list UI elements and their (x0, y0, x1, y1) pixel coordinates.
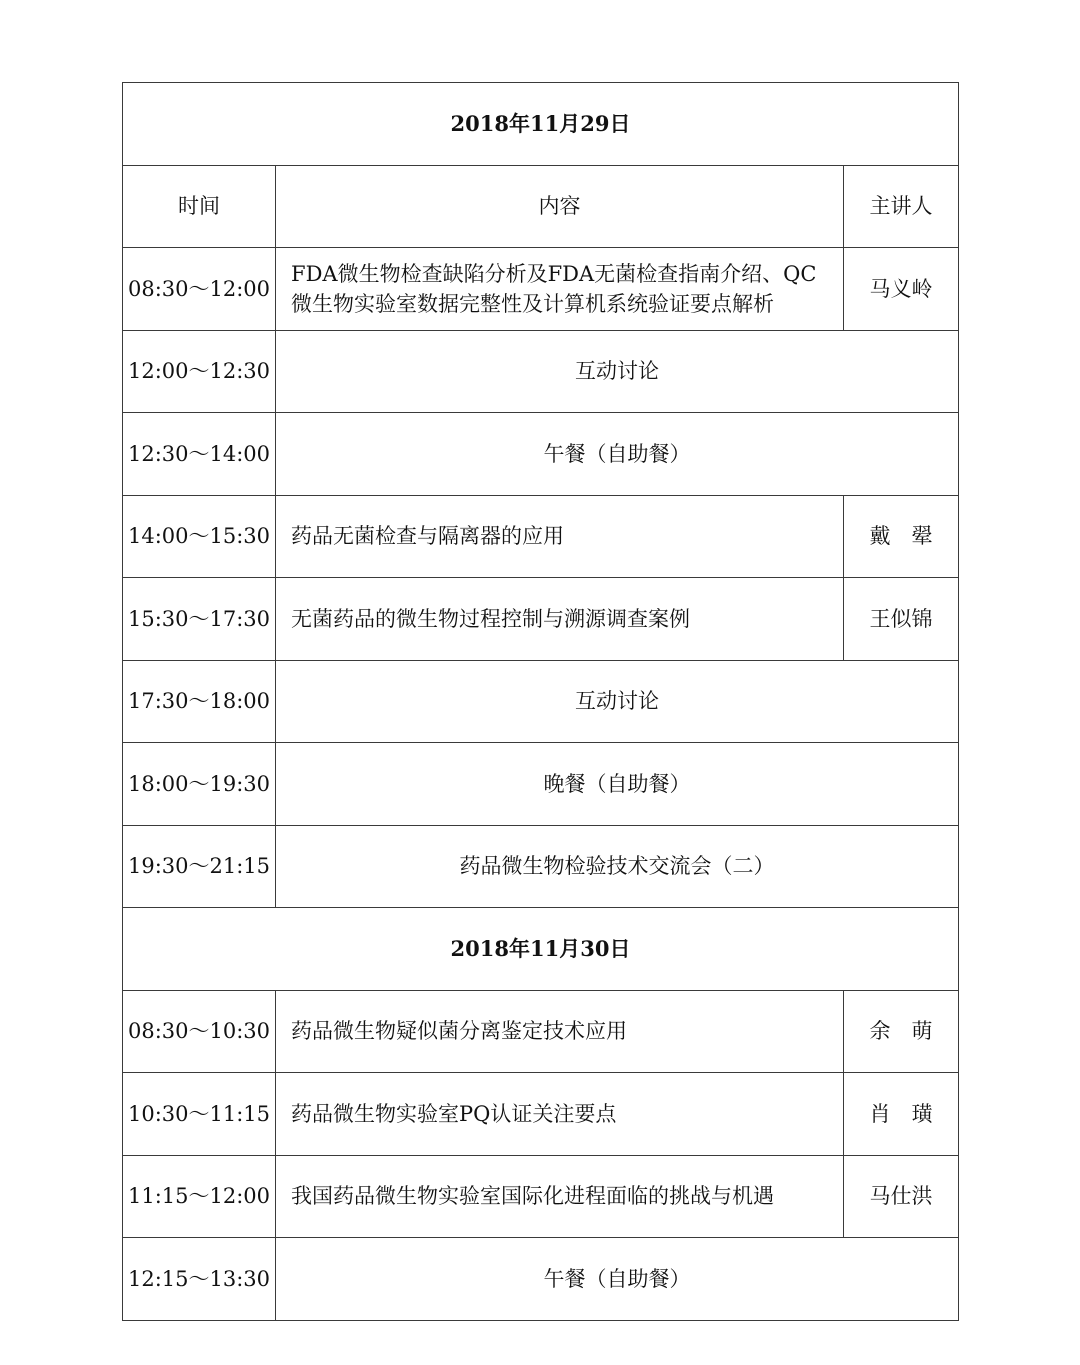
content-cell: 晚餐（自助餐） (276, 743, 959, 826)
table-row (123, 578, 959, 661)
content-cell: 药品无菌检查与隔离器的应用 (276, 495, 844, 578)
content-cell: 药品微生物疑似菌分离鉴定技术应用 (276, 990, 844, 1073)
time-cell: 08:30～10:30 (123, 990, 276, 1073)
speaker-cell: 王似锦 (844, 578, 959, 661)
header-row (123, 165, 959, 248)
speaker-cell: 戴 翚 (844, 495, 959, 578)
speaker-cell: 马仕洪 (844, 1155, 959, 1238)
column-header-time: 时间 (123, 165, 276, 248)
content-cell: 午餐（自助餐） (276, 413, 959, 496)
date-row (123, 908, 959, 991)
table-row (123, 743, 959, 826)
column-header-speaker: 主讲人 (844, 165, 959, 248)
time-cell: 08:30～12:00 (123, 248, 276, 331)
table-row (123, 1073, 959, 1156)
content-cell: 午餐（自助餐） (276, 1238, 959, 1321)
speaker-cell: 马义岭 (844, 248, 959, 331)
time-cell: 11:15～12:00 (123, 1155, 276, 1238)
content-cell: 无菌药品的微生物过程控制与溯源调查案例 (276, 578, 844, 661)
table-row (123, 990, 959, 1073)
table-row (123, 495, 959, 578)
table-row (123, 330, 959, 413)
table-row (123, 1238, 959, 1321)
table-row (123, 825, 959, 908)
time-cell: 18:00～19:30 (123, 743, 276, 826)
time-cell: 12:00～12:30 (123, 330, 276, 413)
table-row (123, 1155, 959, 1238)
date-heading: 2018年11月30日 (123, 908, 959, 991)
content-cell: 我国药品微生物实验室国际化进程面临的挑战与机遇 (276, 1155, 844, 1238)
speaker-cell: 余 萌 (844, 990, 959, 1073)
date-row (123, 83, 959, 166)
agenda-table (122, 82, 959, 1321)
content-cell: 药品微生物检验技术交流会（二） (276, 825, 959, 908)
content-cell: 药品微生物实验室PQ认证关注要点 (276, 1073, 844, 1156)
table-row (123, 660, 959, 743)
content-cell: 互动讨论 (276, 330, 959, 413)
table-row (123, 248, 959, 331)
time-cell: 12:30～14:00 (123, 413, 276, 496)
time-cell: 10:30～11:15 (123, 1073, 276, 1156)
table-row (123, 413, 959, 496)
time-cell: 17:30～18:00 (123, 660, 276, 743)
speaker-cell: 肖 璜 (844, 1073, 959, 1156)
date-heading: 2018年11月29日 (123, 83, 959, 166)
time-cell: 12:15～13:30 (123, 1238, 276, 1321)
time-cell: 14:00～15:30 (123, 495, 276, 578)
time-cell: 15:30～17:30 (123, 578, 276, 661)
content-cell: 互动讨论 (276, 660, 959, 743)
content-cell: FDA微生物检查缺陷分析及FDA无菌检查指南介绍、QC微生物实验室数据完整性及计算机系统验证要点解析 (276, 248, 844, 331)
column-header-content: 内容 (276, 165, 844, 248)
time-cell: 19:30～21:15 (123, 825, 276, 908)
